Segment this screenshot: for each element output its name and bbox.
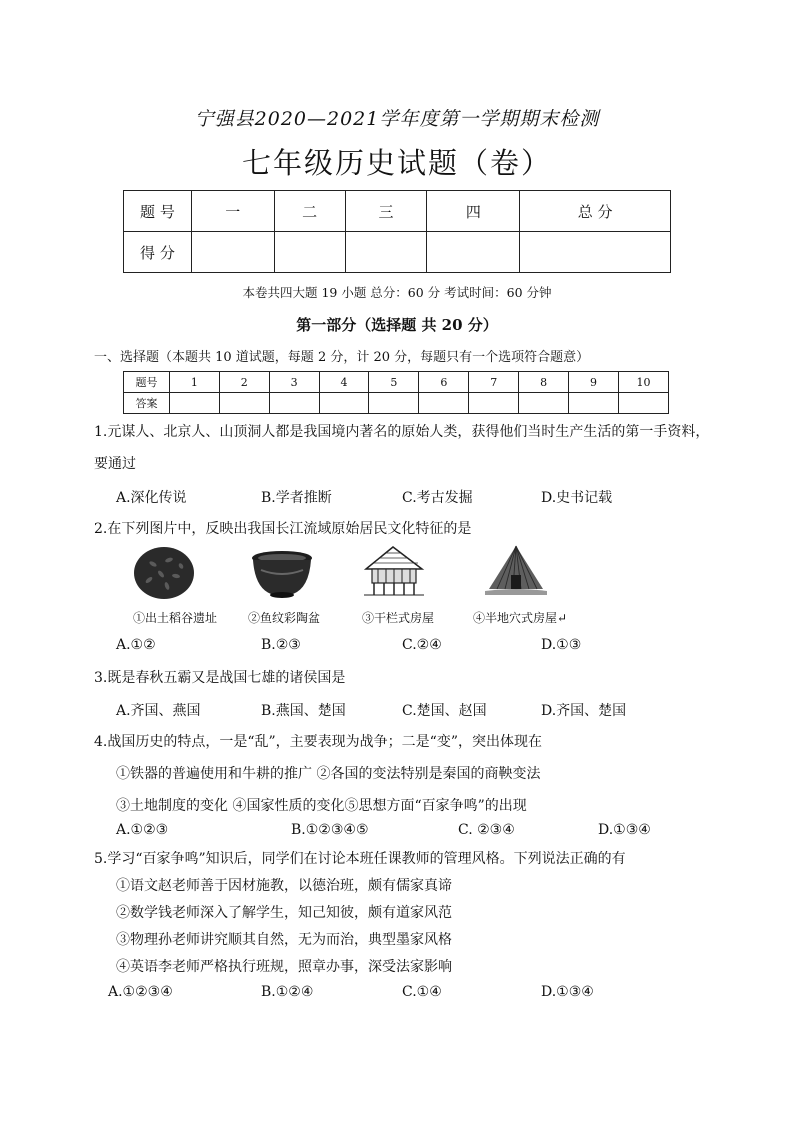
- q5-item: ②数学钱老师深入了解学生，知己知彼，颇有道家风范: [116, 905, 452, 921]
- score-cell: [520, 232, 671, 273]
- q5-item: ④英语李老师严格执行班规，照章办事，深受法家影响: [116, 959, 452, 975]
- q4-item-line1: ①铁器的普遍使用和牛耕的推广 ②各国的变法特别是秦国的商鞅变法: [116, 766, 541, 782]
- q5-stem: 5.学习“百家争鸣”知识后，同学们在讨论本班任课教师的管理风格。下列说法正确的有: [94, 851, 626, 867]
- q4-option-a: A.①②③: [116, 822, 169, 838]
- answer-cell: [369, 393, 419, 414]
- score-cell: [274, 232, 345, 273]
- q3-option-b: B.燕国、楚国: [261, 703, 346, 719]
- answer-number: 8: [519, 372, 569, 393]
- score-cell: [191, 232, 274, 273]
- answer-table: [123, 371, 669, 414]
- answer-cell: [569, 393, 619, 414]
- answer-number: 3: [269, 372, 319, 393]
- answer-row-label: 答案: [124, 393, 170, 414]
- answer-cell: [519, 393, 569, 414]
- answer-cell: [469, 393, 519, 414]
- q4-option-c: C. ②③④: [458, 822, 515, 838]
- score-header-cell: 总 分: [520, 191, 671, 232]
- q1-stem-line2: 要通过: [94, 456, 136, 472]
- q2-stem: 2.在下列图片中，反映出我国长江流域原始居民文化特征的是: [94, 521, 472, 537]
- q2-option-d: D.①③: [541, 637, 582, 653]
- answer-number: 10: [618, 372, 668, 393]
- q5-option-b: B.①②④: [261, 984, 314, 1000]
- q1-option-d: D.史书记载: [541, 490, 613, 506]
- answer-number: 7: [469, 372, 519, 393]
- answer-cell: [269, 393, 319, 414]
- answer-cell: [219, 393, 269, 414]
- q2-caption-1: ①出土稻谷遗址: [133, 611, 218, 625]
- q5-option-d: D.①③④: [541, 984, 594, 1000]
- score-header-cell: 二: [274, 191, 345, 232]
- stilt-house-image: [360, 543, 426, 597]
- q3-stem: 3.既是春秋五霸又是战国七雄的诸侯国是: [94, 670, 346, 686]
- section-title: 一、选择题（本题共 10 道试题，每题 2 分，计 20 分，每题只有一个选项符合题意）: [94, 350, 590, 365]
- q5-item: ③物理孙老师讲究顺其自然，无为而治，典型墨家风格: [116, 932, 452, 948]
- q1-option-b: B.学者推断: [261, 490, 332, 506]
- q4-stem: 4.战国历史的特点，一是“乱”，主要表现为战争；二是“变”，突出体现在: [94, 734, 542, 750]
- q2-option-a: A.①②: [116, 637, 156, 653]
- q5-option-c: C.①④: [402, 984, 442, 1000]
- score-table: [123, 190, 671, 273]
- exam-subtitle: 宁强县2020—2021学年度第一学期期末检测: [194, 108, 600, 130]
- q4-option-d: D.①③④: [598, 822, 651, 838]
- part-title: 第一部分（选择题 共 20 分）: [296, 316, 498, 334]
- q1-option-c: C.考古发掘: [402, 490, 473, 506]
- q3-option-d: D.齐国、楚国: [541, 703, 627, 719]
- answer-number: 2: [219, 372, 269, 393]
- q3-option-a: A.齐国、燕国: [116, 703, 201, 719]
- q5-option-a: A.①②③④: [108, 984, 173, 1000]
- answer-cell: [169, 393, 219, 414]
- score-header-cell: 一: [191, 191, 274, 232]
- q2-caption-4: ④半地穴式房屋↵: [473, 611, 568, 625]
- answer-row-label: 题号: [124, 372, 170, 393]
- q1-option-a: A.深化传说: [116, 490, 187, 506]
- rice-remains-image: [131, 546, 197, 600]
- score-header-cell: 题 号: [124, 191, 192, 232]
- score-header-cell: 三: [345, 191, 427, 232]
- semi-subterranean-house-image: [483, 543, 549, 597]
- q3-option-c: C.楚国、赵国: [402, 703, 487, 719]
- score-cell: [427, 232, 520, 273]
- answer-number: 4: [319, 372, 369, 393]
- answer-cell: [618, 393, 668, 414]
- q2-caption-3: ③干栏式房屋: [362, 611, 435, 625]
- answer-cell: [419, 393, 469, 414]
- q4-option-b: B.①②③④⑤: [291, 822, 369, 838]
- q2-caption-2: ②鱼纹彩陶盆: [248, 611, 321, 625]
- answer-number: 1: [169, 372, 219, 393]
- answer-number: 6: [419, 372, 469, 393]
- score-row-label: 得 分: [124, 232, 192, 273]
- q5-item: ①语文赵老师善于因材施教，以德治班，颇有儒家真谛: [116, 878, 452, 894]
- q2-option-b: B.②③: [261, 637, 301, 653]
- q2-option-c: C.②④: [402, 637, 442, 653]
- exam-title: 七年级历史试题（卷）: [241, 146, 552, 180]
- score-cell: [345, 232, 427, 273]
- answer-number: 9: [569, 372, 619, 393]
- answer-cell: [319, 393, 369, 414]
- score-header-cell: 四: [427, 191, 520, 232]
- q4-item-line2: ③土地制度的变化 ④国家性质的变化⑤思想方面“百家争鸣”的出现: [116, 798, 527, 814]
- pottery-basin-image: [249, 548, 315, 602]
- q1-stem-line1: 1.元谋人、北京人、山顶洞人都是我国境内著名的原始人类，获得他们当时生产生活的第一手资料，: [94, 424, 710, 440]
- answer-number: 5: [369, 372, 419, 393]
- exam-info: 本卷共四大题 19 小题 总分：60 分 考试时间：60 分钟: [242, 285, 552, 300]
